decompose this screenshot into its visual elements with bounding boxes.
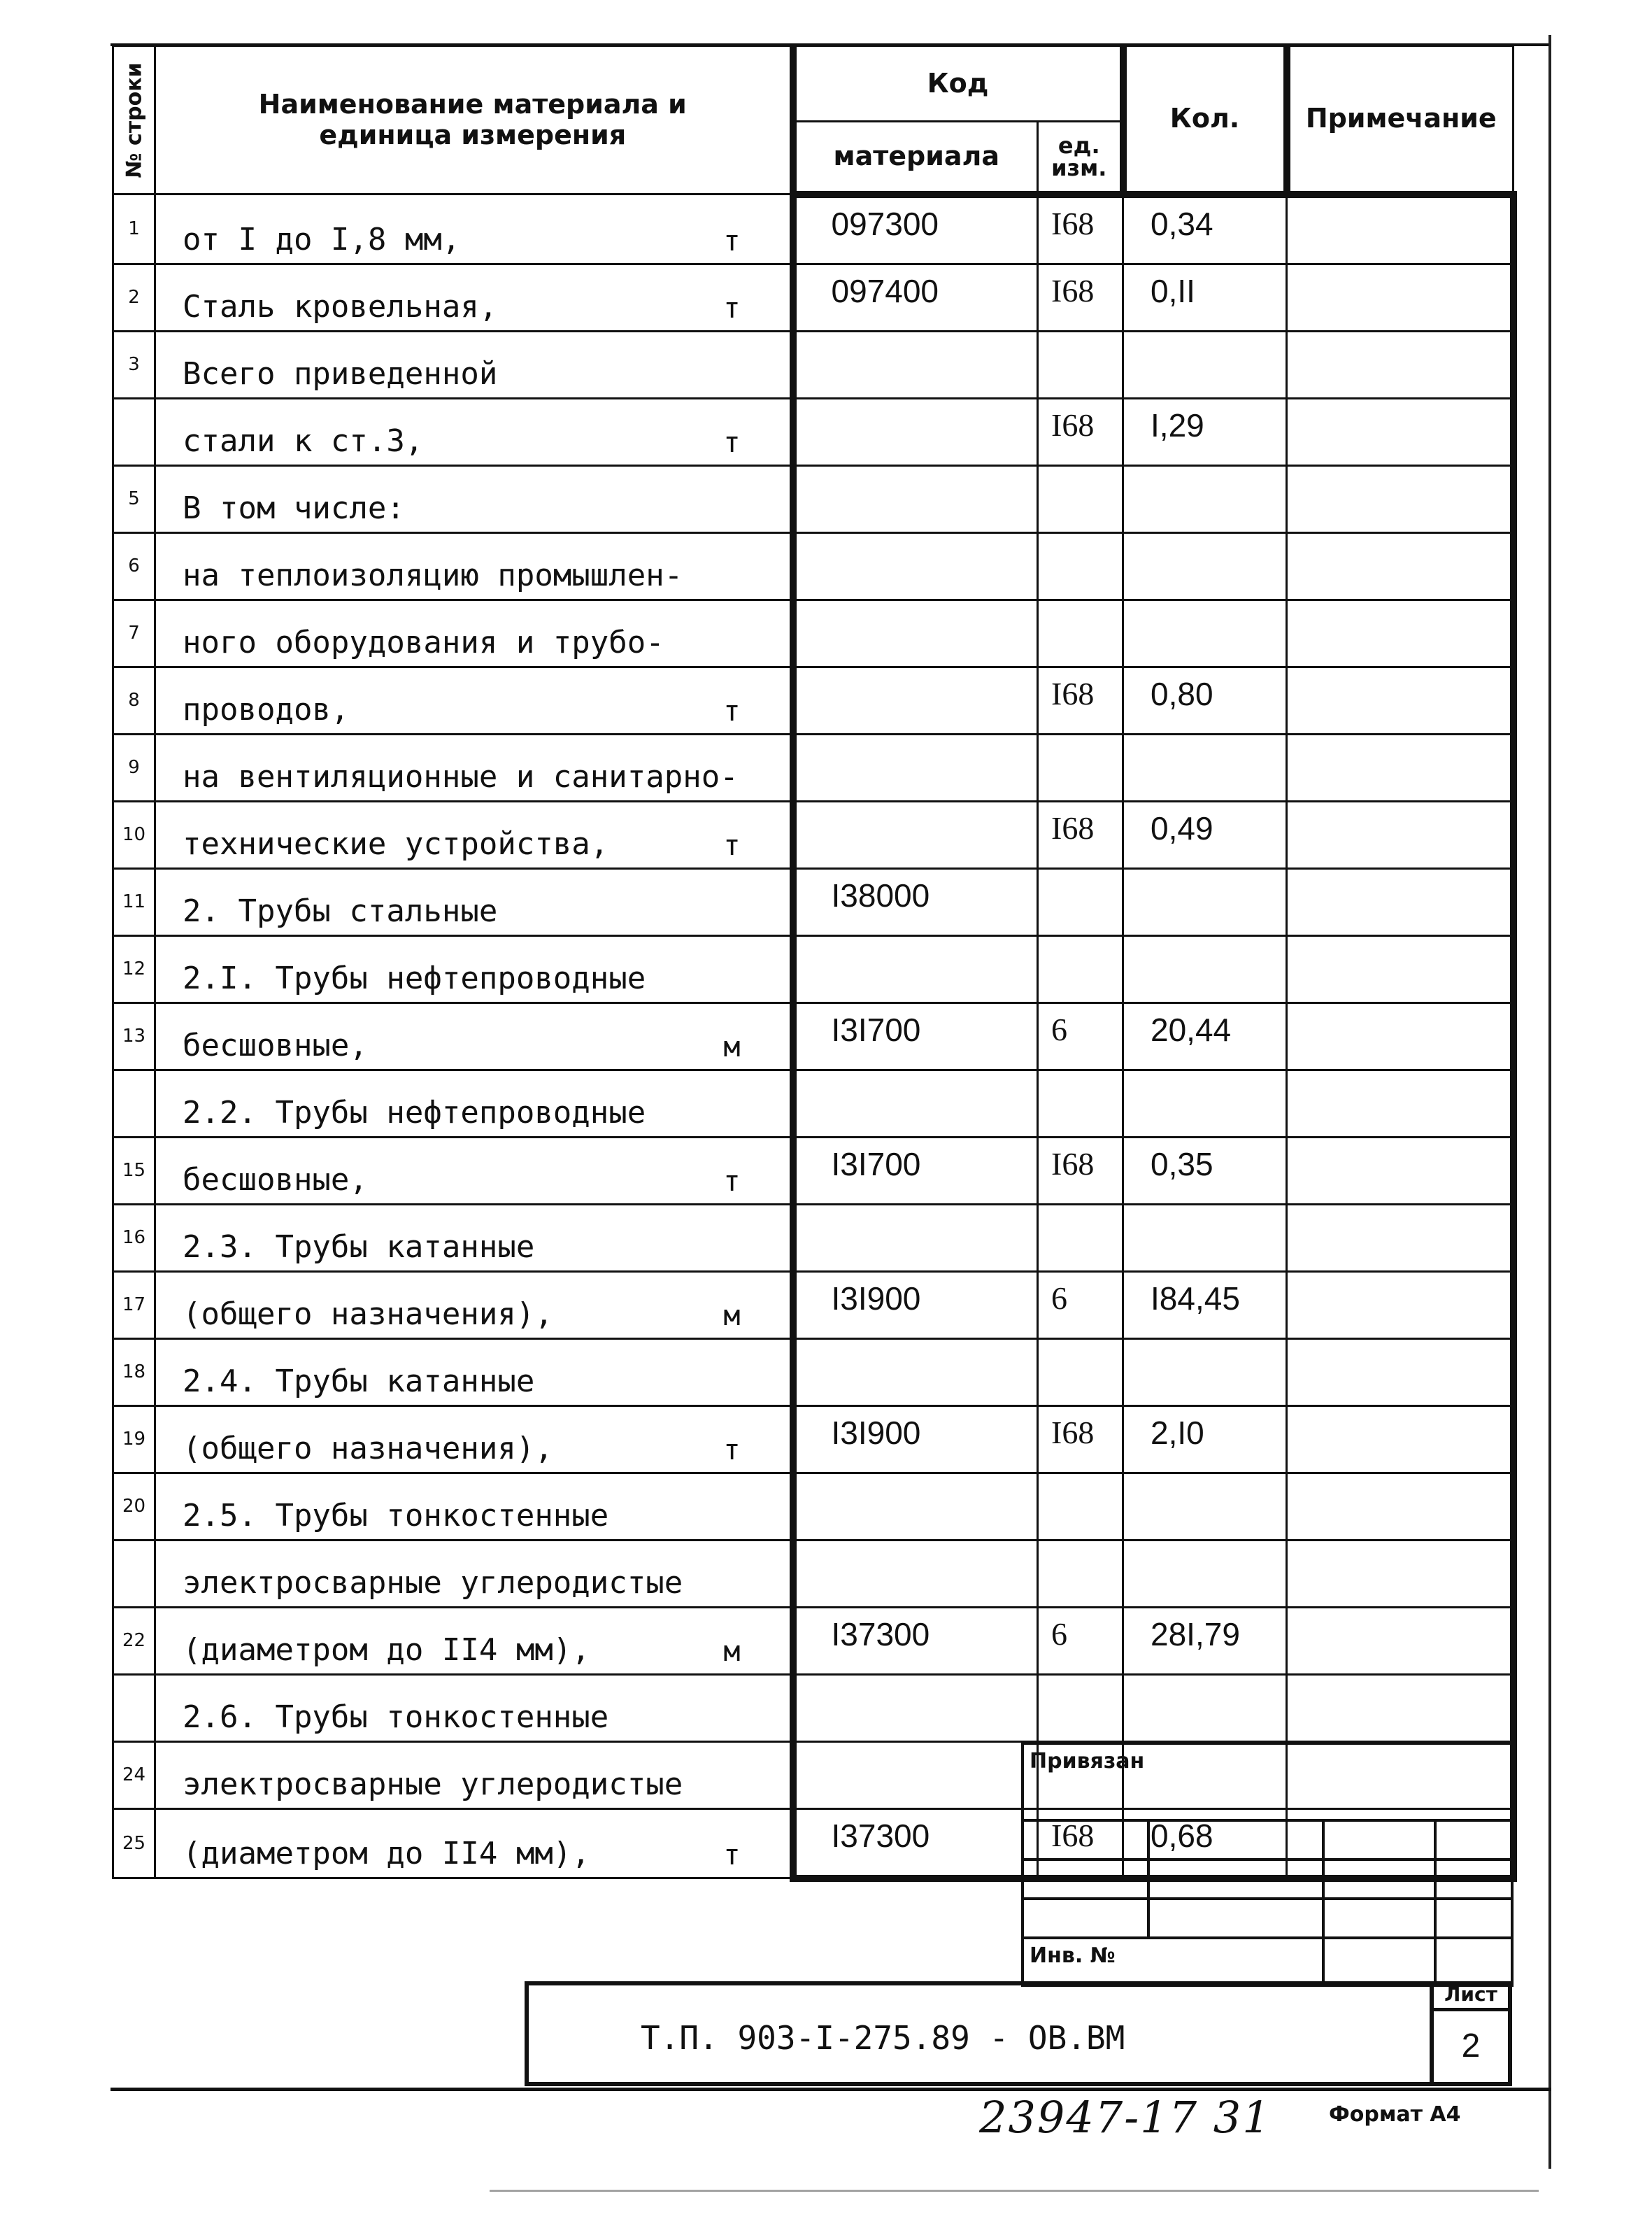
scan-artifact-line [490,2190,1539,2192]
note-cell [1287,398,1514,465]
material-unit-text: м [723,1030,741,1063]
quantity-cell: 0,68 [1123,1808,1287,1878]
note-cell [1287,532,1514,600]
material-code-cell: I3I900 [793,1271,1038,1338]
material-unit-text: т [723,426,741,459]
material-name-cell [155,465,793,532]
material-unit-text: м [723,1635,741,1668]
note-cell [1287,1405,1514,1473]
material-name-cell [155,532,793,600]
material-name-text: В том числе: [183,490,405,526]
row-number-cell: 15 [113,1137,155,1204]
note-cell [1287,264,1514,331]
material-code-cell [793,532,1038,600]
quantity-cell [1123,1540,1287,1607]
row-number-cell [113,1540,155,1607]
row-number-cell: 6 [113,532,155,600]
row-number-cell: 7 [113,600,155,667]
table-row [113,600,1514,667]
material-unit-text: т [723,1839,741,1871]
row-number-cell: 10 [113,801,155,868]
material-name-text: 2.3. Трубы катанные [183,1228,535,1265]
material-name-text: стали к ст.3, [183,423,424,459]
note-cell [1287,1674,1514,1741]
material-code-cell [793,465,1038,532]
unit-code-cell [1038,1674,1123,1741]
unit-code-cell [1038,1473,1123,1540]
note-cell [1287,1003,1514,1070]
row-number-cell: 9 [113,734,155,801]
material-unit-text: м [723,1299,741,1332]
note-cell [1287,1137,1514,1204]
unit-code-cell: I68 [1038,194,1123,264]
note-cell [1287,1204,1514,1271]
row-number-cell: 24 [113,1741,155,1808]
row-number-cell: 25 [113,1808,155,1878]
material-name-text: технические устройства, [183,826,609,862]
material-name-text: (общего назначения), [183,1296,553,1332]
quantity-cell: 0,34 [1123,194,1287,264]
quantity-cell: 28I,79 [1123,1607,1287,1674]
material-name-cell [155,1607,793,1674]
material-unit-text: т [723,292,741,325]
material-unit-text: т [723,1433,741,1466]
table-row [113,194,1514,264]
table-row [113,667,1514,734]
row-number-cell [113,398,155,465]
unit-code-cell [1038,532,1123,600]
material-name-cell [155,801,793,868]
material-code-cell: I3I700 [793,1137,1038,1204]
quantity-cell: 20,44 [1123,1003,1287,1070]
materials-table [112,45,1517,1882]
quantity-cell [1123,1674,1287,1741]
quantity-cell [1123,600,1287,667]
material-name-cell [155,1003,793,1070]
page-frame-right [1548,35,1551,2169]
material-unit-text: т [723,225,741,257]
unit-code-cell [1038,1070,1123,1137]
material-code-cell [793,331,1038,398]
row-number-cell: 18 [113,1338,155,1405]
note-cell [1287,600,1514,667]
material-code-cell [793,734,1038,801]
format-label: Формат А4 [1329,2102,1461,2127]
material-code-cell: I3I900 [793,1405,1038,1473]
material-name-cell [155,1540,793,1607]
note-cell [1287,1607,1514,1674]
unit-code-cell: I68 [1038,667,1123,734]
table-row [113,532,1514,600]
material-name-text: (диаметром до II4 мм), [183,1836,590,1871]
material-code-cell [793,1473,1038,1540]
unit-code-cell [1038,1204,1123,1271]
row-number-cell: 16 [113,1204,155,1271]
material-name-cell [155,667,793,734]
table-row [113,465,1514,532]
note-cell [1287,465,1514,532]
unit-code-cell [1038,1540,1123,1607]
material-name-text: бесшовные, [183,1161,368,1198]
note-cell [1287,868,1514,935]
material-name-text: на теплоизоляцию промышлен- [183,557,683,593]
material-code-cell [793,398,1038,465]
table-row [113,1137,1514,1204]
material-name-text: электросварные углеродистые [183,1766,683,1802]
material-code-cell [793,667,1038,734]
row-number-cell: 19 [113,1405,155,1473]
unit-code-cell [1038,600,1123,667]
unit-code-cell [1038,935,1123,1003]
row-number-cell [113,1070,155,1137]
material-code-cell: I37300 [793,1808,1038,1878]
material-unit-text: т [723,829,741,862]
quantity-cell: I84,45 [1123,1271,1287,1338]
quantity-cell: 2,I0 [1123,1405,1287,1473]
material-name-cell [155,331,793,398]
unit-code-cell [1038,1338,1123,1405]
material-name-cell [155,1741,793,1808]
stamp-inv-label: Инв. № [1023,1938,1323,1985]
row-number-cell: 2 [113,264,155,331]
table-row [113,398,1514,465]
unit-code-cell: I68 [1038,264,1123,331]
table-row [113,935,1514,1003]
row-number-cell: 20 [113,1473,155,1540]
row-number-cell: 3 [113,331,155,398]
quantity-cell [1123,868,1287,935]
material-name-cell [155,398,793,465]
note-cell [1287,935,1514,1003]
sheet-box [1430,1981,1512,2086]
material-name-text: (диаметром до II4 мм), [183,1631,590,1668]
material-name-text: Сталь кровельная, [183,288,498,325]
row-number-cell: 17 [113,1271,155,1338]
note-cell [1287,801,1514,868]
header-name-text: Наименование материала и единица измерения [258,88,687,150]
stamp-linked-label: Привязан [1023,1743,1512,1820]
table-row [113,734,1514,801]
note-cell [1287,734,1514,801]
table-row [113,1405,1514,1473]
material-name-cell [155,935,793,1003]
quantity-cell [1123,734,1287,801]
header-row-number-text: № строки [122,62,146,178]
material-code-cell [793,1741,1038,1808]
material-name-text: бесшовные, [183,1027,368,1063]
row-number-cell: 11 [113,868,155,935]
quantity-cell [1123,1338,1287,1405]
unit-code-cell [1038,868,1123,935]
material-code-cell [793,935,1038,1003]
sheet-label: Лист [1434,1981,1508,2011]
material-name-cell [155,1204,793,1271]
header-code-material: материала [793,122,1038,194]
note-cell [1287,1070,1514,1137]
material-code-cell [793,1540,1038,1607]
material-name-text: ного оборудования и трубо- [183,624,664,660]
material-name-cell [155,1808,793,1878]
quantity-cell [1123,532,1287,600]
row-number-cell: 5 [113,465,155,532]
material-code-cell [793,1204,1038,1271]
material-code-cell: 097300 [793,194,1038,264]
material-name-cell [155,1070,793,1137]
note-cell [1287,667,1514,734]
document-code: Т.П. 903-I-275.89 - ОВ.ВМ [641,2019,1125,2057]
table-row [113,1674,1514,1741]
header-code: Код [793,46,1123,122]
page-frame-bottom [111,2088,1551,2091]
unit-code-cell: I68 [1038,1808,1123,1878]
quantity-cell [1123,1204,1287,1271]
stamp-approval-block [1021,1742,1514,1987]
quantity-cell: I,29 [1123,398,1287,465]
table-row [113,264,1514,331]
material-code-cell [793,600,1038,667]
material-name-cell [155,1137,793,1204]
note-cell [1287,1338,1514,1405]
table-row [113,868,1514,935]
quantity-cell [1123,331,1287,398]
material-name-cell [155,600,793,667]
quantity-cell [1123,465,1287,532]
material-name-cell [155,734,793,801]
material-name-text: 2.I. Трубы нефтепроводные [183,960,646,996]
quantity-cell [1123,935,1287,1003]
table-row [113,1070,1514,1137]
material-name-cell [155,1473,793,1540]
table-row [113,1473,1514,1540]
material-code-cell: 097400 [793,264,1038,331]
row-number-cell: 8 [113,667,155,734]
material-name-text: 2.6. Трубы тонкостенные [183,1699,609,1735]
material-name-cell [155,1674,793,1741]
note-cell [1287,1271,1514,1338]
quantity-cell [1123,1473,1287,1540]
unit-code-cell: 6 [1038,1607,1123,1674]
table-row [113,1338,1514,1405]
material-name-cell [155,264,793,331]
material-unit-text: т [723,695,741,728]
row-number-cell [113,1674,155,1741]
material-code-cell: I3I700 [793,1003,1038,1070]
table-row [113,1204,1514,1271]
quantity-cell: 0,II [1123,264,1287,331]
material-name-text: 2.5. Трубы тонкостенные [183,1497,609,1534]
material-name-text: (общего назначения), [183,1430,553,1466]
quantity-cell: 0,80 [1123,667,1287,734]
material-code-cell: I38000 [793,868,1038,935]
unit-code-cell: I68 [1038,801,1123,868]
material-name-text: проводов, [183,691,350,728]
material-name-cell [155,194,793,264]
material-name-text: на вентиляционные и санитарно- [183,758,739,795]
table-row [113,331,1514,398]
note-cell [1287,194,1514,264]
material-name-text: Всего приведенной [183,355,498,392]
material-code-cell [793,801,1038,868]
table-row [113,801,1514,868]
row-number-cell: 1 [113,194,155,264]
material-name-cell [155,1338,793,1405]
material-code-cell: I37300 [793,1607,1038,1674]
unit-code-cell: I68 [1038,1137,1123,1204]
unit-code-cell: 6 [1038,1271,1123,1338]
note-cell [1287,1473,1514,1540]
material-name-cell [155,868,793,935]
material-name-cell [155,1271,793,1338]
unit-code-cell: I68 [1038,1405,1123,1473]
header-qty: Кол. [1123,46,1287,194]
material-name-text: 2.4. Трубы катанные [183,1363,535,1399]
sheet-number: 2 [1461,2027,1481,2064]
archive-number: 23947-17 31 [979,2092,1272,2143]
title-block [525,1981,1512,2086]
note-cell [1287,331,1514,398]
material-code-cell [793,1674,1038,1741]
material-code-cell [793,1338,1038,1405]
header-note: Примечание [1287,46,1514,194]
quantity-cell: 0,49 [1123,801,1287,868]
table-row [113,1271,1514,1338]
row-number-cell: 12 [113,935,155,1003]
unit-code-cell: I68 [1038,398,1123,465]
material-name-text: от I до I,8 мм, [183,221,461,257]
header-name [155,46,793,194]
quantity-cell: 0,35 [1123,1137,1287,1204]
note-cell [1287,1540,1514,1607]
material-unit-text: т [723,1165,741,1198]
unit-code-cell [1038,465,1123,532]
material-name-text: 2. Трубы стальные [183,893,498,929]
header-code-unit: ед. изм. [1038,122,1123,194]
unit-code-cell [1038,734,1123,801]
table-row [113,1607,1514,1674]
unit-code-cell: 6 [1038,1003,1123,1070]
quantity-cell [1123,1070,1287,1137]
unit-code-cell [1038,331,1123,398]
material-name-text: электросварные углеродистые [183,1564,683,1601]
row-number-cell: 13 [113,1003,155,1070]
row-number-cell: 22 [113,1607,155,1674]
header-row-number [113,46,155,194]
material-name-text: 2.2. Трубы нефтепроводные [183,1094,646,1131]
material-name-cell [155,1405,793,1473]
table-row [113,1003,1514,1070]
material-code-cell [793,1070,1038,1137]
table-row [113,1540,1514,1607]
